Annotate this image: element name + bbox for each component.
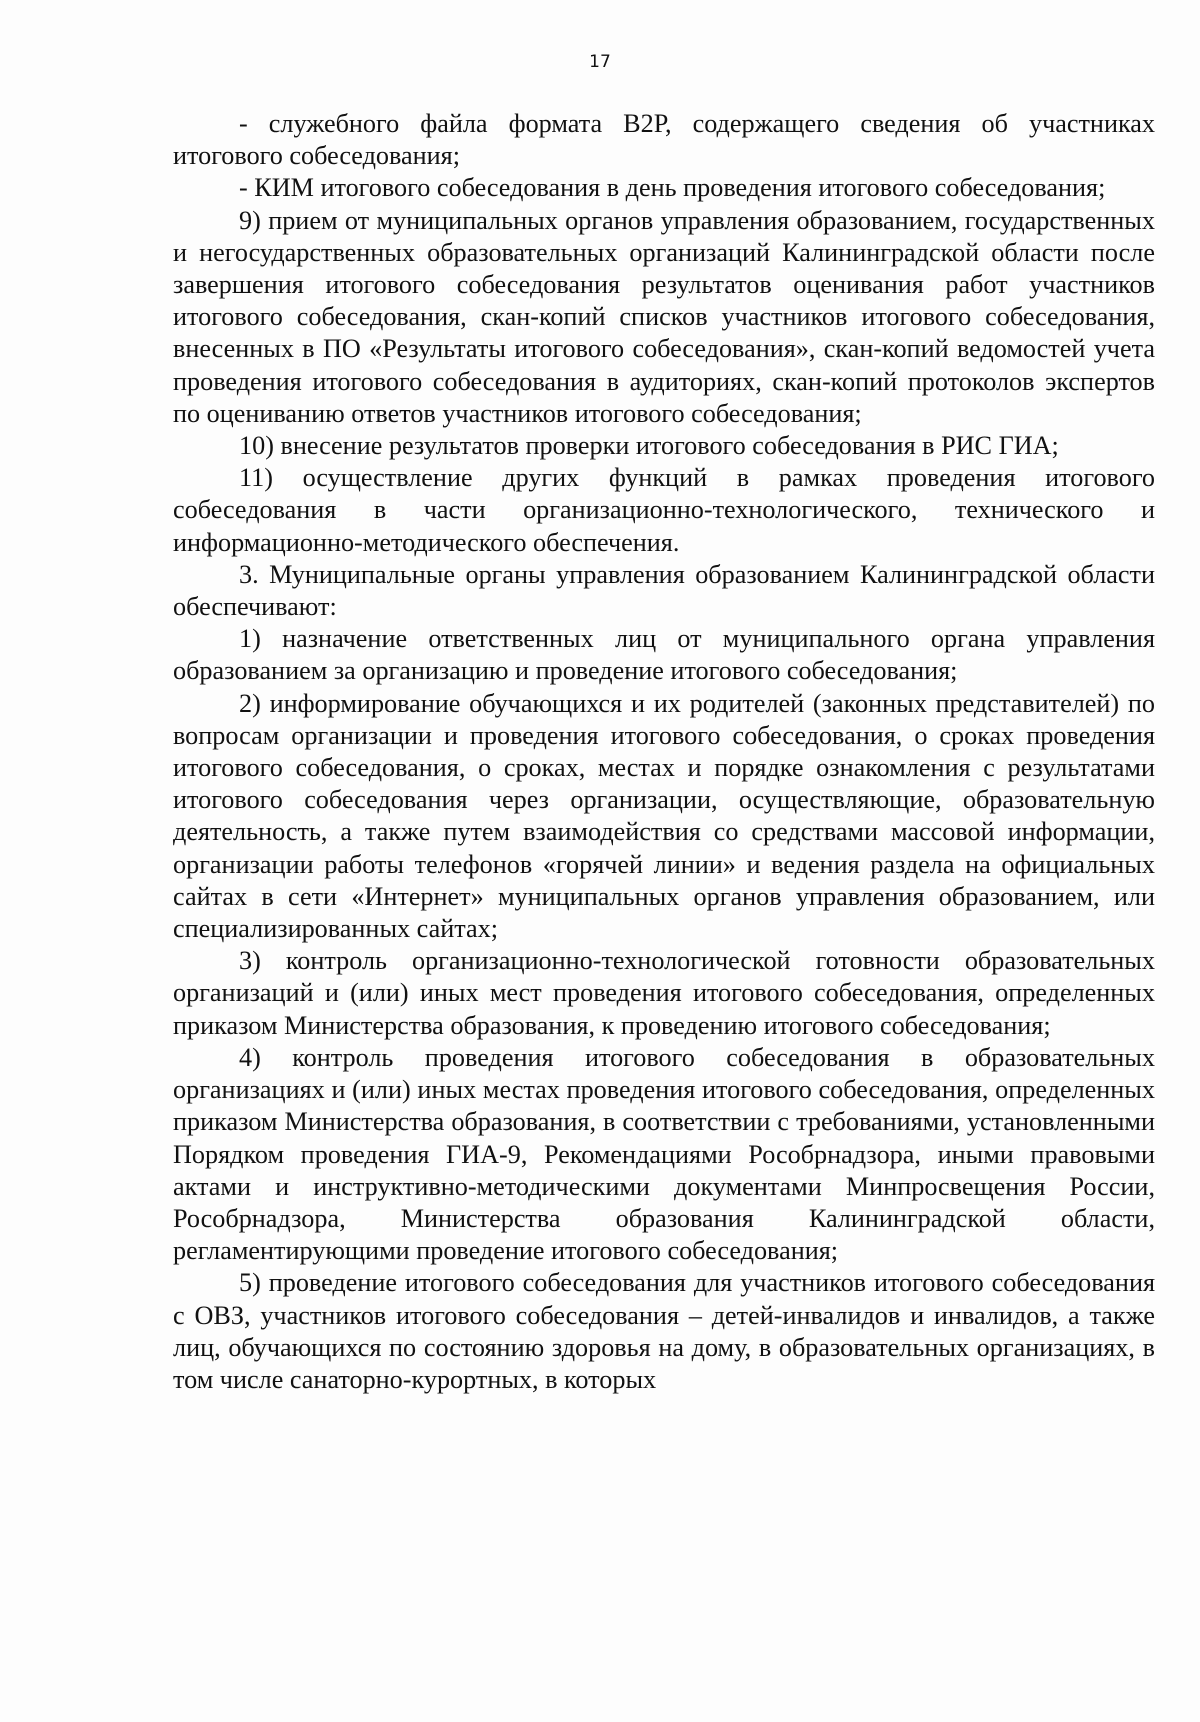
paragraph: 2) информирование обучающихся и их родителей (законных представителей) по вопросам организации и проведения итогового собеседования, о сроках проведения итогового собеседования, о сроках, местах и порядке ознакомления с результатами итогового собеседования через организации, осуществляющие, образовательную деятельность, а также путем взаимодействия со средствами массовой информации, организации работы телефонов «горячей линии» и ведения раздела на официальных сайтах в сети «Интернет» муниципальных органов управления образованием, или специализированных сайтах;: [173, 688, 1155, 944]
paragraph: 4) контроль проведения итогового собеседования в образовательных организациях и (или) иных местах проведения итогового собеседования, определенных приказом Министерства образования, в соответствии с требованиями, установленными Порядком проведения ГИА-9, Рекомендациями Рособрнадзора, иными правовыми актами и инструктивно-методическими документами Минпросвещения России, Рособрнадзора, Министерства образования Калининградской области, регламентирующими проведение итогового собеседования;: [173, 1042, 1155, 1266]
paragraph: 11) осуществление других функций в рамках проведения итогового собеседования в части организационно-технологического, технического и информационно-методического обеспечения.: [173, 463, 1155, 557]
paragraph: 3. Муниципальные органы управления образованием Калининградской области обеспечивают:: [173, 559, 1155, 622]
paragraph: 9) прием от муниципальных органов управления образованием, государственных и негосударственных образовательных организаций Калининградской области после завершения итогового собеседования результатов оценивания работ участников итогового собеседования, скан-копий списков участников итогового собеседования, внесенных в ПО «Результаты итогового собеседования», скан-копий ведомостей учета проведения итогового собеседования в аудиториях, скан-копий протоколов экспертов по оцениванию ответов участников итогового собеседования;: [173, 205, 1155, 428]
paragraph: 3) контроль организационно-технологической готовности образовательных организаций и (или) иных мест проведения итогового собеседования, определенных приказом Министерства образования, к проведению итогового собеседования;: [173, 946, 1155, 1040]
paragraph: 5) проведение итогового собеседования для участников итогового собеседования с ОВЗ, участников итогового собеседования – детей-инвалидов и инвалидов, а также лиц, обучающихся по состоянию здоровья на дому, в образовательных организациях, в том числе санаторно-курортных, в которых: [173, 1268, 1155, 1394]
document-body: [173, 108, 1155, 1396]
paragraph: - КИМ итогового собеседования в день проведения итогового собеседования;: [239, 173, 1106, 203]
paragraph: 1) назначение ответственных лиц от муниципального органа управления образованием за организацию и проведение итогового собеседования;: [173, 624, 1155, 686]
page-number: 17: [589, 52, 611, 72]
paragraph: 10) внесение результатов проверки итогового собеседования в РИС ГИА;: [239, 431, 1059, 461]
paragraph: - служебного файла формата В2Р, содержащего сведения об участниках итогового собеседования;: [173, 109, 1155, 171]
